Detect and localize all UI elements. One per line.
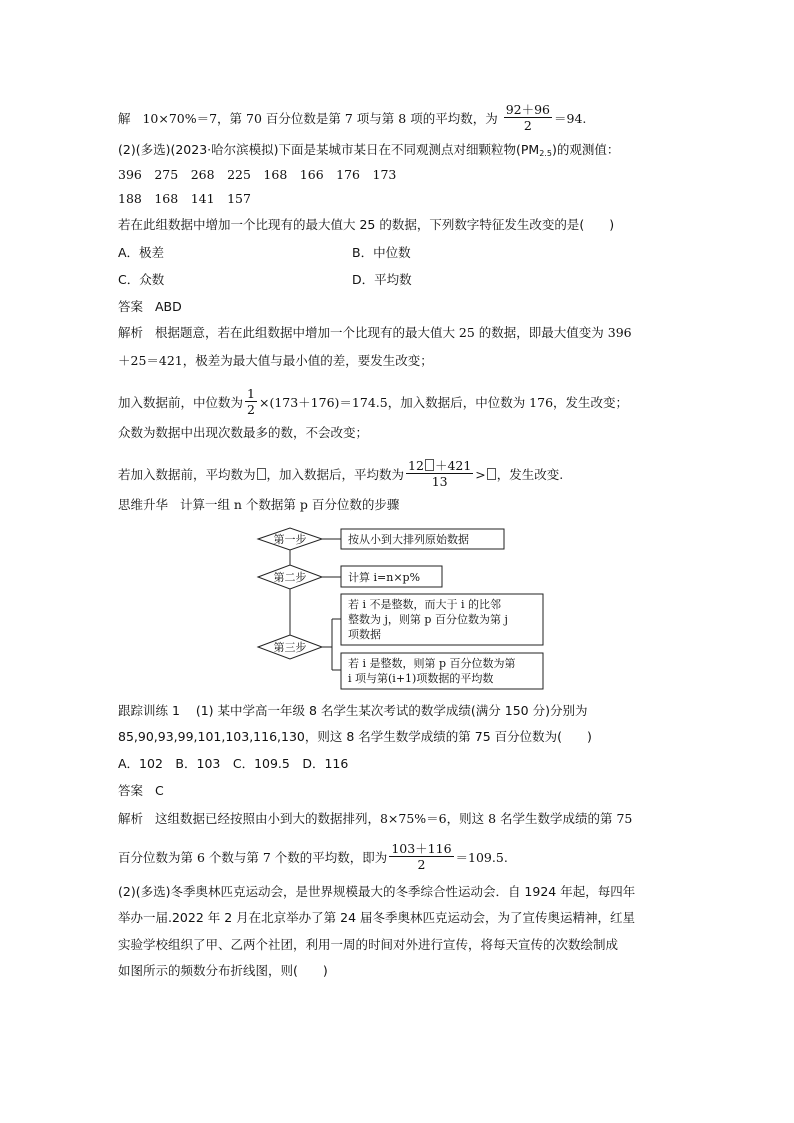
option-c: C．众数 xyxy=(118,272,165,287)
pm-subscript: 2.5 xyxy=(539,149,552,158)
practice-options: A．102 B．103 C．109.5 D．116 xyxy=(118,756,349,771)
fraction-numerator: 1 xyxy=(247,386,255,401)
practice-analysis-1 xyxy=(118,810,632,828)
analysis-text-5-pre: 若加入数据前，平均数为 xyxy=(118,467,256,482)
flow-box-3-line-1: 若 i 不是整数，而大于 i 的比邻 xyxy=(348,598,502,611)
fraction-denominator: 2 xyxy=(417,857,426,872)
option-a: A．极差 xyxy=(118,245,165,260)
analysis-line-4: 众数为数据中出现次数最多的数，不会改变； xyxy=(118,425,369,440)
missing-glyph-icon xyxy=(257,468,266,480)
data-row-2: 188 168 141 157 xyxy=(118,191,251,206)
solution-text: 10×70%＝7，第 70 百分位数是第 7 项与第 8 项的平均数，为 xyxy=(142,111,498,126)
fraction-numerator xyxy=(406,458,473,474)
solution-label: 解 xyxy=(118,111,131,126)
step3-label: 第三步 xyxy=(273,641,307,654)
flowchart xyxy=(0,522,794,702)
fraction xyxy=(389,841,453,872)
tip-label: 思维升华 xyxy=(118,497,169,512)
answer-value: C xyxy=(154,783,164,798)
fraction-mean xyxy=(406,458,473,489)
answer-line xyxy=(118,298,182,316)
practice-line-1 xyxy=(118,702,587,720)
practice-label: 跟踪训练 1 xyxy=(118,703,180,718)
fraction-denominator: 2 xyxy=(247,402,255,417)
tip-text: 计算一组 n 个数据第 p 百分位数的步骤 xyxy=(179,497,400,512)
answer-value: ABD xyxy=(154,299,182,314)
flow-box-2-text: 计算 i=n×p% xyxy=(348,571,421,584)
step1-label: 第一步 xyxy=(273,533,307,546)
practice-answer xyxy=(118,782,164,800)
flow-box-1-text: 按从小到大排列原始数据 xyxy=(348,533,469,546)
missing-glyph-icon xyxy=(425,459,434,471)
fraction xyxy=(504,102,552,133)
numerator-part-a: 12 xyxy=(408,458,424,473)
analysis-label: 解析 xyxy=(118,325,144,340)
q2b-line-4: 如图所示的频数分布折线图，则( ) xyxy=(118,963,328,978)
practice-text-1: (1) 某中学高一年级 8 名学生某次考试的数学成绩(满分 150 分)分别为 xyxy=(195,703,588,718)
flow-box-3-line-3: 项数据 xyxy=(348,628,381,641)
q2b-line-3: 实验学校组织了甲、乙两个社团，利用一周的时间对外进行宣传，将每天宣传的次数绘制成 xyxy=(118,937,619,952)
analysis-text-1: 根据题意，若在此组数据中增加一个比现有的最大值大 25 的数据，即最大值变为 396 xyxy=(154,325,632,340)
analysis-line-5 xyxy=(118,460,563,491)
option-d: D．平均数 xyxy=(352,272,412,287)
step2-label: 第二步 xyxy=(273,571,307,584)
fraction-denominator: 2 xyxy=(523,118,532,133)
numerator-part-b: ＋421 xyxy=(434,458,472,473)
analysis-text-5-mid: ，加入数据后，平均数为 xyxy=(266,467,405,482)
question-stem-text: (2)(多选)(2023·哈尔滨模拟)下面是某城市某日在不同观测点对细颗粒物(PM xyxy=(118,142,540,157)
flow-box-4-line-1: 若 i 是整数，则第 p 百分位数为第 xyxy=(348,657,516,670)
practice-analysis-2 xyxy=(118,843,508,874)
analysis-line-3 xyxy=(118,388,628,419)
option-b: B．中位数 xyxy=(352,245,411,260)
analysis-text-5-post: ，发生改变. xyxy=(496,467,564,482)
greater-than-sign: > xyxy=(475,467,486,482)
analysis-line-1 xyxy=(118,324,632,342)
analysis-text-3-pre: 加入数据前，中位数为 xyxy=(118,395,244,410)
solution-result: ＝94. xyxy=(554,111,587,126)
flow-box-4-line-2: i 项与第(i+1)项数据的平均数 xyxy=(348,672,494,685)
analysis-label: 解析 xyxy=(118,811,144,826)
fraction-numerator: 103＋116 xyxy=(391,841,452,856)
tip-line xyxy=(118,496,399,514)
question-stem-end: )的观测值： xyxy=(551,142,620,157)
question-text: 若在此组数据中增加一个比现有的最大值大 25 的数据，下列数字特征发生改变的是( ) xyxy=(118,217,615,232)
analysis-text-3-post: ×(173＋176)＝174.5，加入数据后，中位数为 176，发生改变； xyxy=(258,395,629,410)
fraction-numerator: 92＋96 xyxy=(505,102,551,117)
fraction-half xyxy=(245,386,257,417)
practice-analysis-text-2-pre: 百分位数为第 6 个数与第 7 个数的平均数，即为 xyxy=(118,850,388,865)
analysis-line-2: ＋25＝421，极差为最大值与最小值的差，要发生改变； xyxy=(118,353,433,368)
practice-line-2: 85,90,93,99,101,103,116,130，则这 8 名学生数学成绩的第 75 百分位数为( ) xyxy=(118,729,592,744)
answer-label: 答案 xyxy=(118,783,144,798)
option-row-1 xyxy=(118,244,411,262)
q2b-line-1: (2)(多选)冬季奥林匹克运动会，是世界规模最大的冬季综合性运动会．自 1924 年起，每四年 xyxy=(118,884,636,899)
data-row-1: 396 275 268 225 168 166 176 173 xyxy=(118,167,397,182)
practice-analysis-text-2-post: ＝109.5. xyxy=(455,850,508,865)
practice-analysis-text-1: 这组数据已经按照由小到大的数据排列，8×75%＝6，则这 8 名学生数学成绩的第 75 xyxy=(154,811,633,826)
missing-glyph-icon xyxy=(487,468,496,480)
solution-line xyxy=(118,104,586,135)
flow-box-3-line-2: 整数为 j，则第 p 百分位数为第 j xyxy=(348,613,508,626)
q2b-line-2: 举办一届.2022 年 2 月在北京举办了第 24 届冬季奥林匹克运动会，为了宣传奥运精神，红星 xyxy=(118,910,636,925)
option-row-2 xyxy=(118,271,412,289)
fraction-denominator: 13 xyxy=(431,474,448,489)
answer-label: 答案 xyxy=(118,299,144,314)
question-stem xyxy=(118,141,619,163)
